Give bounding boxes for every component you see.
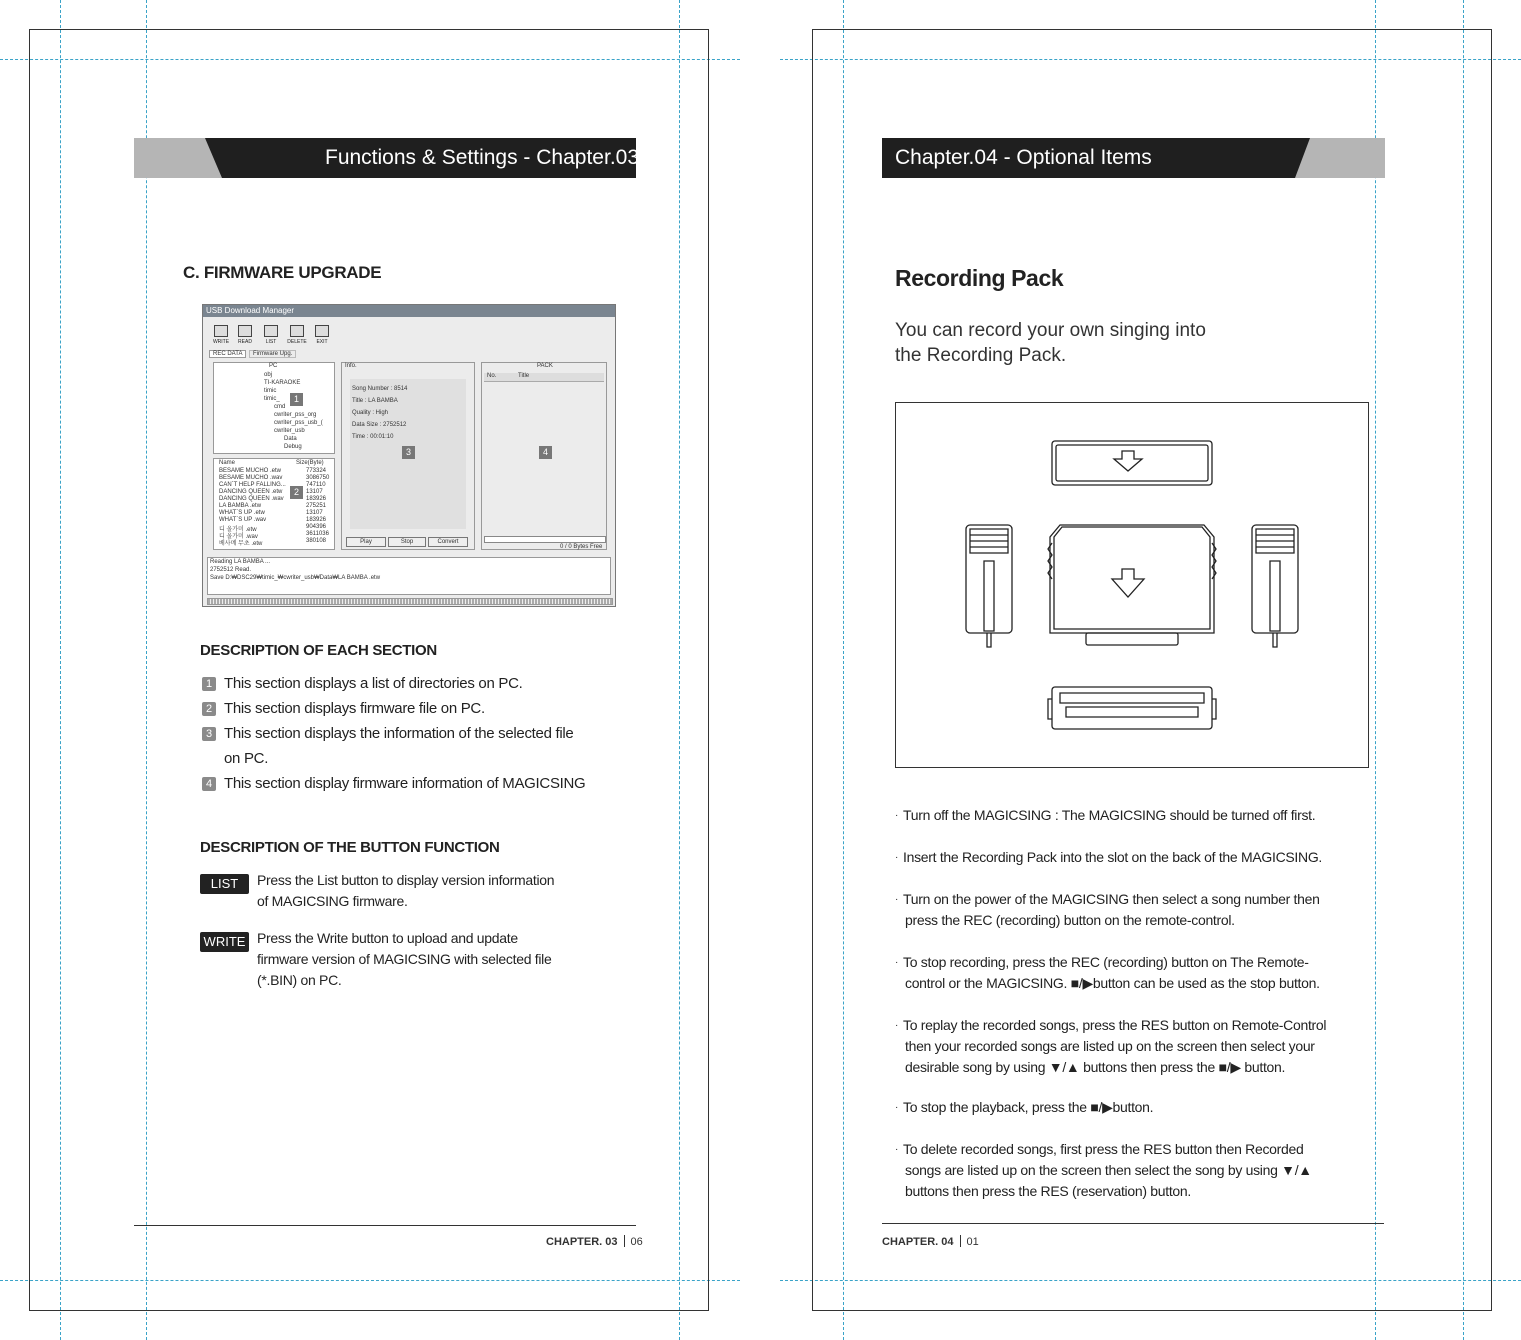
tab-rec-data[interactable]: REC DATA (209, 350, 246, 358)
recording-pack-drawing (895, 402, 1369, 768)
button-tag-write: WRITE (200, 932, 249, 952)
pc-file-list[interactable]: Name Size(Byte) BESAME MUCHO .etw 773324 BESAME MUCHO .wav 3086750 CAN`T HELP FALLING... 747110 DANCING QUEEN .etw 13107 DANCING QUEEN .wav 183926 LA BAMBA .etw 275251 WHAT`S UP .etw 13107 WHAT`S UP .wav 183926 디 올가미 .etw 904396 디 올가미 .wav 3611036 베사메 무초 .etw 380108 2 (213, 458, 335, 550)
instruction-bullet: · To stop the playback, press the ■/▶button. (895, 1099, 1154, 1115)
recording-pack-subtitle: You can record your own singing into the Recording Pack. (895, 320, 1206, 366)
file-row-size: 183926 (306, 496, 327, 502)
file-row-size: 275251 (306, 503, 327, 509)
section-number-badge: 2 (202, 702, 216, 716)
file-row-size: 13107 (306, 489, 323, 495)
button-description-line: (*.BIN) on PC. (257, 972, 342, 988)
file-row-name[interactable]: DANCING QUEEN .wav (219, 496, 284, 502)
file-row-size: 904396 (306, 524, 327, 530)
usb-download-manager-screenshot (202, 304, 616, 607)
button-description-line: firmware version of MAGICSING with selected file (257, 951, 552, 967)
progress-bar (207, 598, 613, 605)
section-description: This section displays a list of directories on PC. (224, 675, 523, 692)
log-panel: Reading LA BAMBA ... 2752512 Read. Save D:₩DSC29₩timic_₩cwriter_usb₩Data₩LA BAMBA .etw (207, 557, 611, 595)
file-row-name[interactable]: LA BAMBA .etw (219, 503, 262, 509)
file-row-name[interactable]: DANCING QUEEN .etw (219, 489, 283, 495)
file-row-name[interactable]: BESAME MUCHO .wav (219, 475, 283, 481)
file-row-name[interactable]: WHAT`S UP .wav (219, 517, 267, 523)
instruction-bullet: · Turn off the MAGICSING : The MAGICSING should be turned off first. (895, 807, 1316, 823)
info-panel: Info. Song Number : 8514 Title : LA BAMBA Quality : High Data Size : 2752512 Time : 00:01:10 3 Play Stop Convert (341, 362, 475, 550)
instruction-bullet: · To stop recording, press the REC (recording) button on The Remote- control or the MAGICSING. ■/▶button can be used as the stop button. (895, 954, 1320, 991)
list-tool-button[interactable]: LIST (259, 325, 283, 345)
instruction-bullet: · Turn on the power of the MAGICSING then select a song number then press the REC (recording) button on the remote-control. (895, 891, 1320, 928)
file-row-name[interactable]: 베사메 무초 .etw (219, 541, 263, 547)
section-number-badge: 3 (202, 727, 216, 741)
file-row-name[interactable]: 디 올가미 .wav (219, 534, 258, 540)
section-number-badge: 4 (202, 777, 216, 791)
delete-tool-button[interactable]: DELETE (285, 325, 309, 345)
section-description: This section display firmware information of MAGICSING (224, 775, 586, 792)
section-description: on PC. (224, 750, 269, 767)
pack-panel: PACK No. Title 4 0 / 0 Bytes Free (481, 362, 607, 550)
file-row-size: 747110 (306, 482, 326, 488)
instruction-bullet: · To delete recorded songs, first press the RES button then Recorded songs are listed up on the screen then select the song by using ▼/▲ buttons then press the RES (reservation) button. (895, 1141, 1312, 1199)
file-row-name[interactable]: CAN`T HELP FALLING... (219, 482, 286, 488)
read-tool-button[interactable]: READ (233, 325, 257, 345)
section-description: This section displays firmware file on PC. (224, 700, 485, 717)
app-title-bar: USB Download Manager (203, 305, 615, 317)
section-description: This section displays the information of the selected file (224, 725, 574, 742)
button-description-line: Press the Write button to upload and update (257, 930, 518, 946)
write-tool-button[interactable]: WRITE (209, 325, 233, 345)
left-page-frame (29, 29, 709, 1311)
button-title: DESCRIPTION OF THE BUTTON FUNCTION (200, 839, 500, 856)
file-row-size: 773324 (306, 468, 327, 474)
right-header-title: Chapter.04 - Optional Items (895, 146, 1152, 169)
left-footer: CHAPTER. 03 06 (546, 1236, 643, 1248)
tab-firmware-upg[interactable]: Firmware Upg. (249, 350, 296, 358)
recording-pack-title: Recording Pack (895, 265, 1064, 291)
file-row-size: 3611036 (306, 531, 329, 537)
button-tag-list: LIST (200, 874, 249, 894)
firmware-upgrade-title: C. FIRMWARE UPGRADE (183, 263, 382, 282)
play-button[interactable]: Play (346, 537, 386, 547)
convert-button[interactable]: Convert (428, 537, 468, 547)
file-row-size: 380108 (306, 538, 327, 544)
stop-button[interactable]: Stop (388, 537, 426, 547)
right-footer: CHAPTER. 04 01 (882, 1236, 979, 1248)
instruction-bullet: · Insert the Recording Pack into the slot on the back of the MAGICSING. (895, 849, 1322, 865)
button-description-line: Press the List button to display version information (257, 872, 555, 888)
exit-tool-button[interactable]: EXIT (310, 325, 334, 345)
file-row-name[interactable]: 디 올가미 .etw (219, 527, 257, 533)
file-row-size: 183926 (306, 517, 327, 523)
pc-tree-panel[interactable]: PC obj TI-KARAOKE timic timic_ cmd cwriter_pss_org cwriter_pss_usb_( cwriter_usb Data Debug 1 (213, 362, 335, 454)
section-number-badge: 1 (202, 677, 216, 691)
desc-title: DESCRIPTION OF EACH SECTION (200, 642, 437, 659)
recording-pack-illustration (896, 403, 1368, 767)
file-row-name[interactable]: WHAT`S UP .etw (219, 510, 265, 516)
file-row-size: 13107 (306, 510, 323, 516)
file-row-name[interactable]: BESAME MUCHO .etw (219, 468, 282, 474)
button-description-line: of MAGICSING firmware. (257, 893, 408, 909)
instruction-bullet: · To replay the recorded songs, press the RES button on Remote-Control then your recorded songs are listed up on the screen then select your desirable song by using ▼/▲ buttons then press the ■/▶ button. (895, 1017, 1327, 1075)
left-header-title: Functions & Settings - Chapter.03 (325, 146, 640, 169)
file-row-size: 3086750 (306, 475, 330, 481)
free-space: 0 / 0 Bytes Free (560, 544, 603, 550)
